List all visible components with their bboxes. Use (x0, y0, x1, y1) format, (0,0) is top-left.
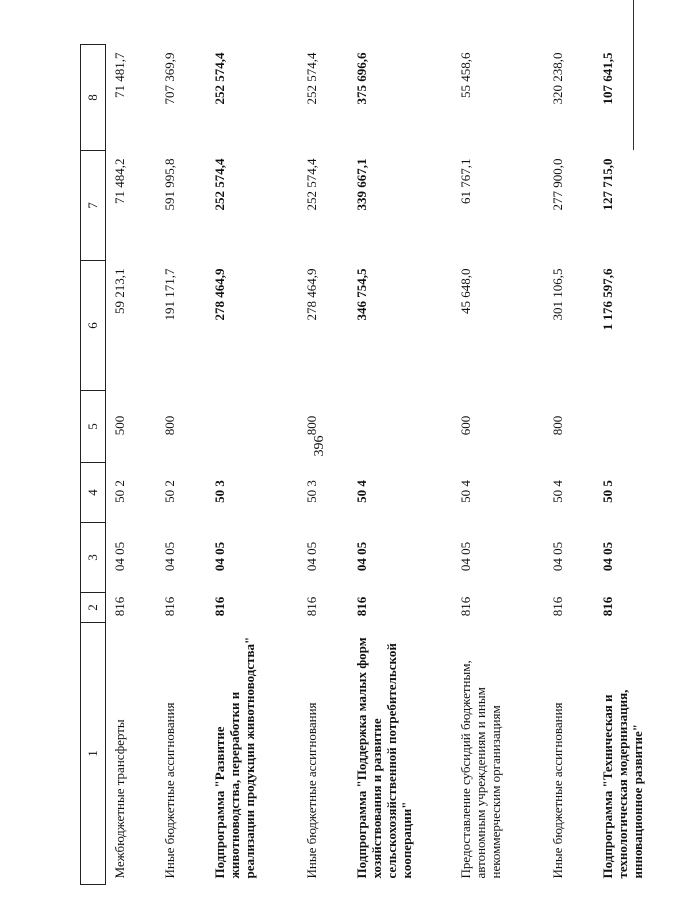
row-name: Подпрограмма "Техническая и технологическая модернизация, инновационное развитие" (600, 689, 645, 879)
row-c4: 50 2 (162, 480, 177, 503)
row-c8: 107 641,5 (600, 52, 615, 105)
row-c8: 320 238,0 (550, 52, 565, 105)
row-c6: 278 464,9 (304, 268, 319, 321)
col-header-6: 6 (81, 261, 106, 391)
row-c5: 800 (304, 415, 319, 436)
row-c3: 04 05 (354, 541, 369, 572)
row-c6: 301 106,5 (550, 268, 565, 321)
col-header-4: 4 (81, 463, 106, 523)
row-c7: 61 767,1 (458, 158, 473, 204)
row-c2: 816 (458, 596, 473, 617)
row-c5 (594, 391, 686, 463)
row-c6: 278 464,9 (212, 268, 227, 321)
row-c7: 591 995,8 (162, 158, 177, 211)
row-c7: 252 574,4 (212, 158, 227, 211)
row-name: Иные бюджетные ассигнования (304, 702, 319, 879)
row-c3: 04 05 (162, 541, 177, 572)
row-c3: 04 05 (550, 541, 565, 572)
row-c8: 252 574,4 (304, 52, 319, 105)
row-c8: 71 481,7 (112, 52, 127, 98)
row-c3: 04 05 (600, 541, 615, 572)
row-c7: 277 900,0 (550, 158, 565, 211)
row-c5: 800 (550, 415, 565, 436)
row-name: Межбюджетные трансферты (112, 719, 127, 879)
row-c6: 1 176 597,6 (600, 268, 615, 331)
col-header-2: 2 (81, 593, 106, 623)
row-c6: 191 171,7 (162, 268, 177, 321)
row-c7: 252 574,4 (304, 158, 319, 211)
table-row (544, 45, 594, 885)
row-c8: 707 369,9 (162, 52, 177, 105)
row-c6: 45 648,0 (458, 268, 473, 314)
table-row-subprogram (206, 45, 298, 885)
budget-table-rotated (80, 45, 660, 885)
row-name: Подпрограмма "Развитие животноводства, переработки и реализации продукции животноводства" (212, 636, 257, 879)
row-name: Подпрограмма "Поддержка малых форм хозяйствования и развитие сельскохозяйственной потребительской кооперации" (354, 637, 414, 879)
col-header-1: 1 (81, 623, 106, 885)
col-header-5: 5 (81, 391, 106, 463)
table-row (298, 45, 348, 885)
row-c2: 816 (304, 596, 319, 617)
row-c4: 50 3 (304, 480, 319, 503)
row-c7: 71 484,2 (112, 158, 127, 204)
table-row-subprogram (348, 45, 452, 885)
header-row (81, 45, 106, 885)
row-c3: 04 05 (212, 541, 227, 572)
row-c3: 04 05 (304, 541, 319, 572)
row-c5: 800 (162, 415, 177, 436)
table-row (106, 45, 157, 885)
row-c5: 500 (112, 415, 127, 436)
row-c5 (348, 391, 452, 463)
row-c6: 59 213,1 (112, 268, 127, 314)
row-c2: 816 (550, 596, 565, 617)
row-c6: 346 754,5 (354, 268, 369, 321)
row-c4: 50 3 (212, 480, 227, 503)
col-header-7: 7 (81, 151, 106, 261)
row-c4: 50 4 (550, 480, 565, 503)
row-name: Иные бюджетные ассигнования (162, 702, 177, 879)
row-c4: 50 4 (458, 480, 473, 503)
row-c5 (206, 391, 298, 463)
col-header-3: 3 (81, 523, 106, 593)
table-row-subprogram (594, 45, 686, 885)
row-c7: 339 667,1 (354, 158, 369, 211)
row-name: Предоставление субсидий бюджетным, автономным учреждениям и иным некоммерческим организациям (458, 660, 503, 879)
row-c2: 816 (354, 596, 369, 617)
row-name: Иные бюджетные ассигнования (550, 702, 565, 879)
row-c4: 50 4 (354, 480, 369, 503)
table-row (156, 45, 206, 885)
budget-table (80, 44, 686, 885)
page-number: 396 (312, 435, 327, 457)
row-c2: 816 (212, 596, 227, 617)
row-c2: 816 (600, 596, 615, 617)
row-c8: 375 696,6 (354, 52, 369, 105)
row-c4: 50 2 (112, 480, 127, 503)
col-header-8: 8 (81, 45, 106, 151)
row-c8: 252 574,4 (212, 52, 227, 105)
row-c4: 50 5 (600, 480, 615, 503)
row-c2: 816 (162, 596, 177, 617)
row-c5: 600 (458, 415, 473, 436)
row-c3: 04 05 (458, 541, 473, 572)
row-c2: 816 (112, 596, 127, 617)
row-c8: 55 458,6 (458, 52, 473, 98)
row-c3: 04 05 (112, 541, 127, 572)
row-c7: 127 715,0 (600, 158, 615, 211)
table-row (452, 45, 544, 885)
